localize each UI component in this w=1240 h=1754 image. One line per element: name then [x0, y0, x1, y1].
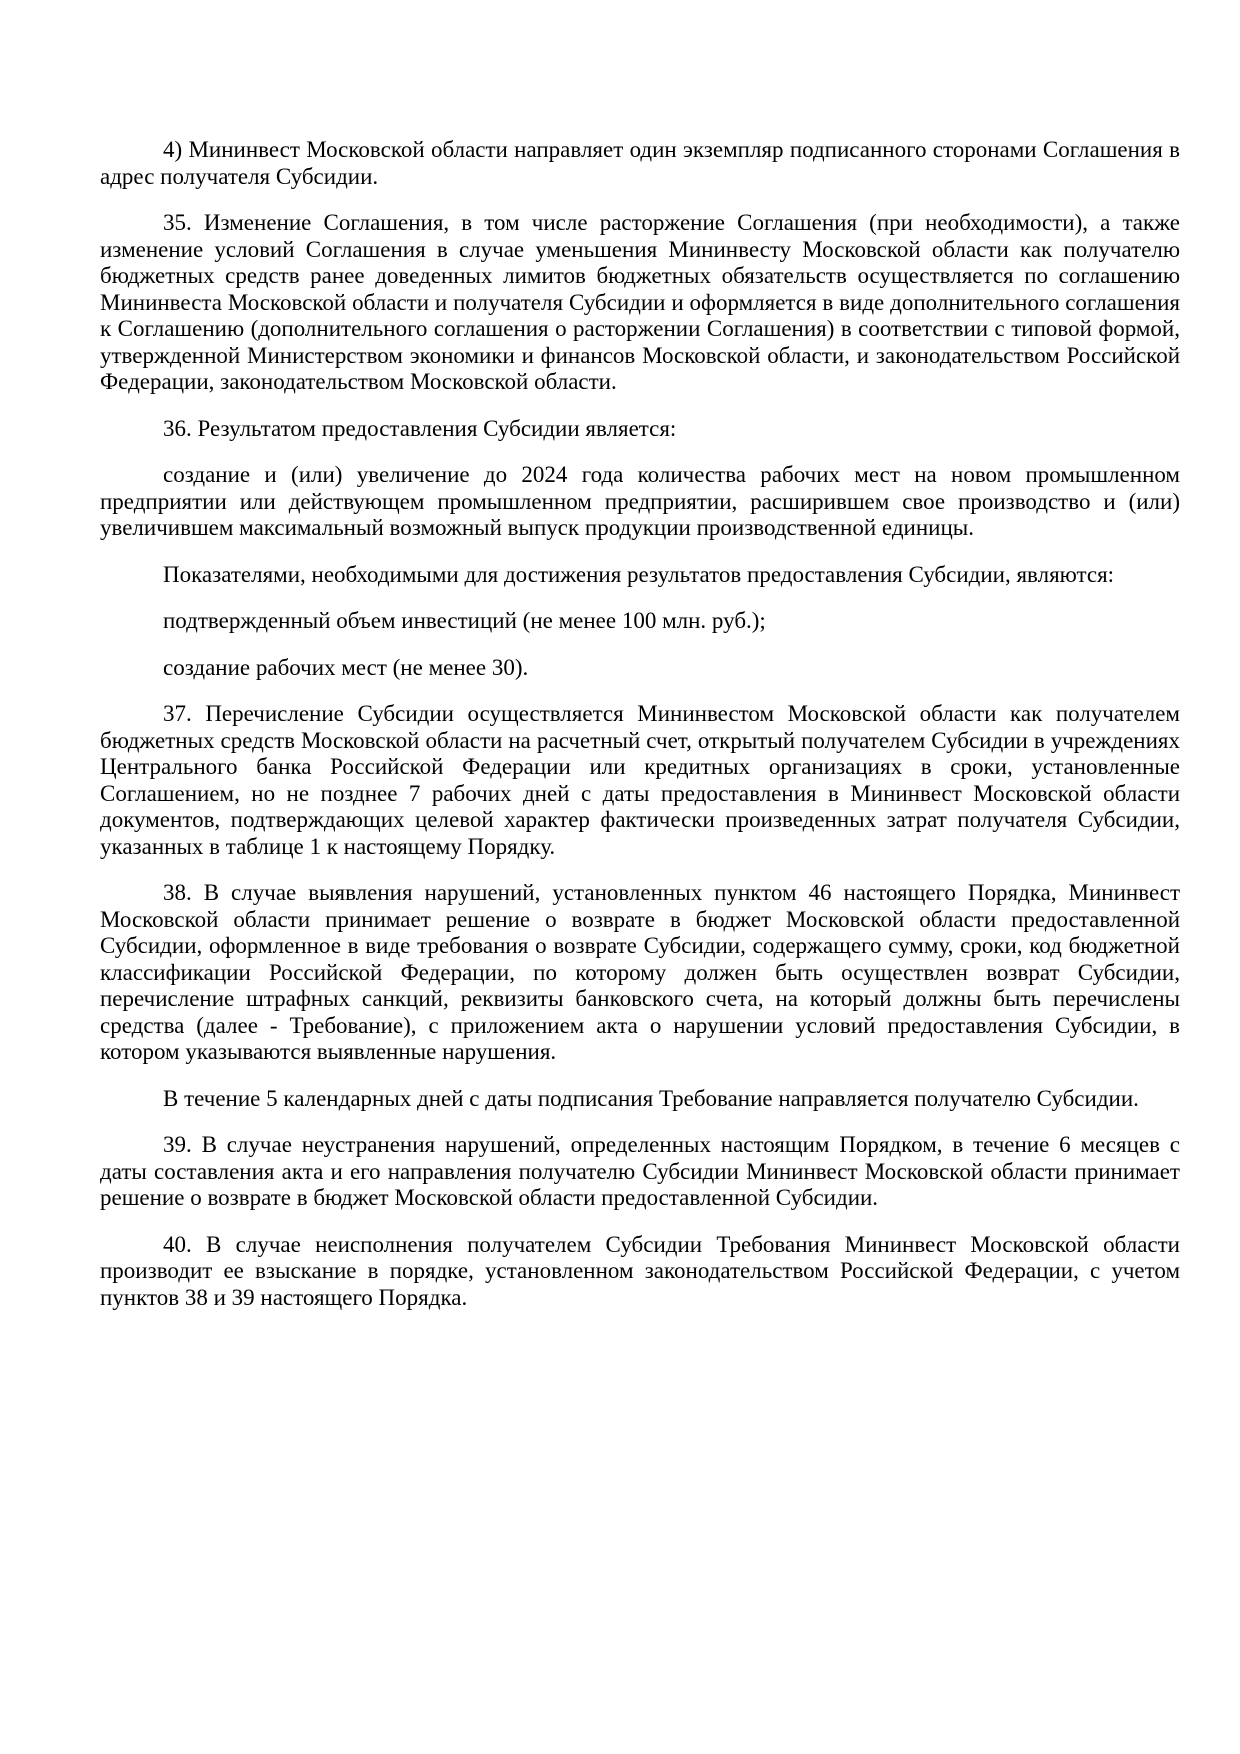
- paragraph-40: 40. В случае неисполнения получателем Субсидии Требования Мининвест Московской области производит ее взыскание в порядке, установленном законодательством Российской Федерации, с учетом пунктов 38 и 39 настоящего Порядка.: [100, 1231, 1180, 1310]
- paragraph-item-4: 4) Мининвест Московской области направляет один экземпляр подписанного сторонами Соглашения в адрес получателя Субсидии.: [100, 137, 1180, 189]
- paragraph-39: 39. В случае неустранения нарушений, определенных настоящим Порядком, в течение 6 месяцев с даты составления акта и его направления получателю Субсидии Мининвест Московской области принимает решение о возврате в бюджет Московской области предоставленной Субсидии.: [100, 1132, 1180, 1210]
- paragraph-36-result-body: создание и (или) увеличение до 2024 года количества рабочих мест на новом промышленном предприятии или действующем промышленном предприятии, расширившем свое производство и (или) увеличившем максимальный возможный выпуск продукции производственной единицы.: [100, 462, 1180, 540]
- paragraph-indicator-investments: подтвержденный объем инвестиций (не менее 100 млн. руб.);: [163, 608, 766, 633]
- paragraph-36-result-intro: 36. Результатом предоставления Субсидии является:: [163, 415, 677, 441]
- paragraph-37: 37. Перечисление Субсидии осуществляется Мининвестом Московской области как получателем бюджетных средств Московской области на расчетный счет, открытый получателем Субсидии в учреждениях Центрального банка Российской Федерации или кредитных организациях в сроки, установленные Соглашением, но не позднее 7 рабочих дней с даты предоставления в Мининвест Московской области документов, подтверждающих целевой характер фактически произведенных затрат получателя Субсидии, указанных в таблице 1 к настоящему Порядку.: [100, 701, 1180, 859]
- paragraph-indicator-jobs: создание рабочих мест (не менее 30).: [163, 654, 529, 680]
- paragraph-35: 35. Изменение Соглашения, в том числе расторжение Соглашения (при необходимости), а также изменение условий Соглашения в случае уменьшения Мининвесту Московской области как получателю бюджетных средств ранее доведенных лимитов бюджетных обязательств осуществляется по соглашению Мининвеста Московской области и получателя Субсидии и оформляется в виде дополнительного соглашения к Соглашению (дополнительного соглашения о расторжении Соглашения) в соответствии с типовой формой, утвержденной Министерством экономики и финансов Московской области, и законодательством Российской Федерации, законодательством Московской области.: [100, 210, 1180, 394]
- paragraph-38: 38. В случае выявления нарушений, установленных пунктом 46 настоящего Порядка, Мининвест Московской области принимает решение о возврате в бюджет Московской области предоставленной Субсидии, оформленное в виде требования о возврате Субсидии, содержащего сумму, сроки, код бюджетной классификации Российской Федерации, по которому должен быть осуществлен возврат Субсидии, перечисление штрафных санкций, реквизиты банковского счета, на который должны быть перечислены средства (далее - Требование), с приложением акта о нарушении условий предоставления Субсидии, в котором указываются выявленные нарушения.: [100, 880, 1180, 1064]
- paragraph-38-notice-period: В течение 5 календарных дней с даты подписания Требование направляется получателю Субсидии.: [163, 1085, 1139, 1111]
- paragraph-indicators-intro: Показателями, необходимыми для достижения результатов предоставления Субсидии, являются:: [163, 561, 1115, 587]
